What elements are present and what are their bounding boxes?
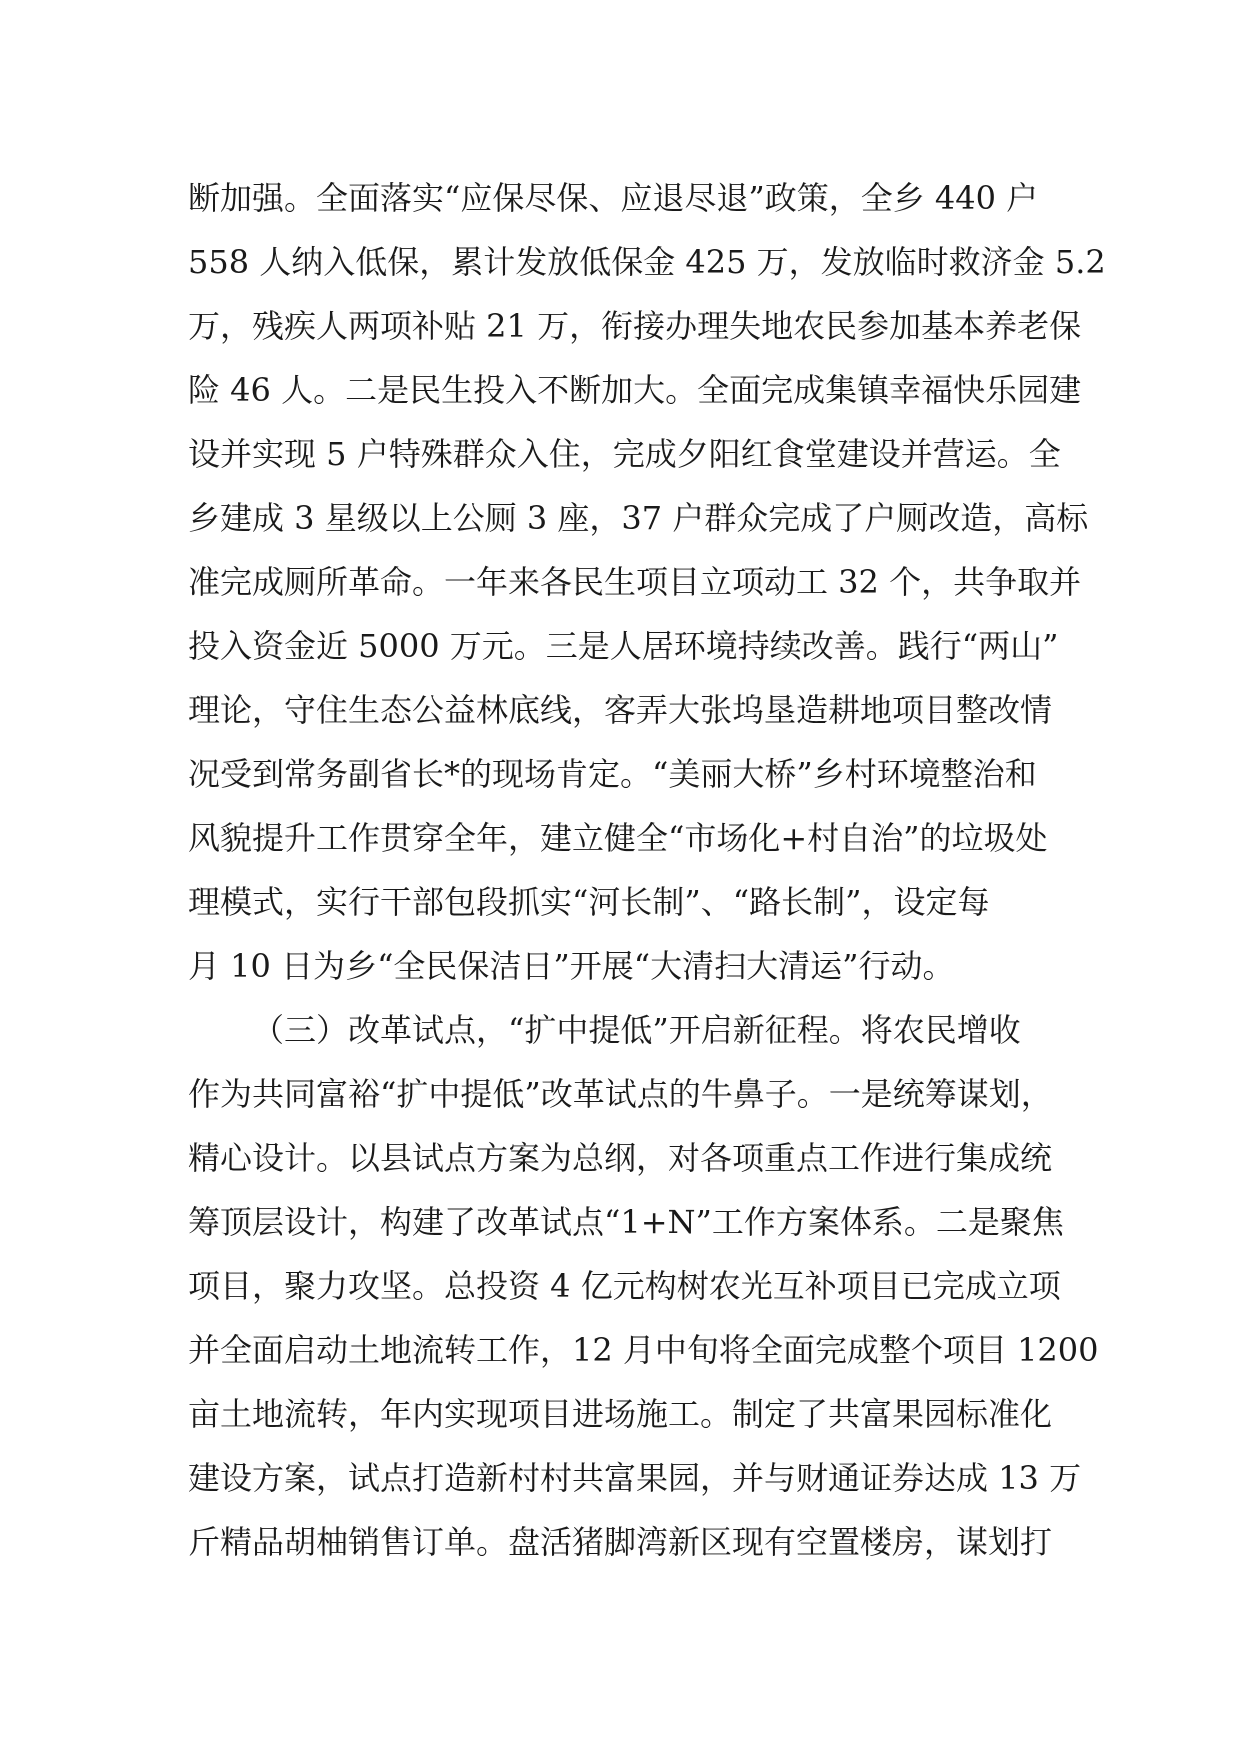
text-line: 万，残疾人两项补贴 21 万，衔接办理失地农民参加基本养老保	[188, 307, 1082, 345]
text-line: 558 人纳入低保，累计发放低保金 425 万，发放临时救济金 5.2	[188, 243, 1106, 281]
text-line: 理模式，实行干部包段抓实“河长制”、“路长制”，设定每	[188, 883, 990, 921]
text-line: 建设方案，试点打造新村村共富果园，并与财通证券达成 13 万	[188, 1459, 1082, 1497]
text-line: 准完成厕所革命。一年来各民生项目立项动工 32 个，共争取并	[188, 563, 1082, 601]
text-line: 况受到常务副省长*的现场肯定。“美丽大桥”乡村环境整治和	[188, 755, 1037, 793]
text-line: 项目，聚力攻坚。总投资 4 亿元构树农光互补项目已完成立项	[188, 1267, 1061, 1305]
text-line: 斤精品胡柚销售订单。盘活猪脚湾新区现有空置楼房，谋划打	[188, 1523, 1053, 1561]
text-line: 亩土地流转，年内实现项目进场施工。制定了共富果园标准化	[188, 1395, 1053, 1433]
text-line: 筹顶层设计，构建了改革试点“1+N”工作方案体系。二是聚焦	[188, 1203, 1064, 1241]
text-line: 并全面启动土地流转工作，12 月中旬将全面完成整个项目 1200	[188, 1331, 1099, 1369]
text-line: 精心设计。以县试点方案为总纲，对各项重点工作进行集成统	[188, 1139, 1053, 1177]
text-line: 设并实现 5 户特殊群众入住，完成夕阳红食堂建设并营运。全	[188, 435, 1061, 473]
text-line: 理论，守住生态公益林底线，客弄大张坞垦造耕地项目整改情	[188, 691, 1053, 729]
text-line: 投入资金近 5000 万元。三是人居环境持续改善。践行“两山”	[188, 627, 1059, 665]
text-line: 作为共同富裕“扩中提低”改革试点的牛鼻子。一是统筹谋划，	[188, 1075, 1053, 1113]
text-line: 乡建成 3 星级以上公厕 3 座，37 户群众完成了户厕改造，高标	[188, 499, 1089, 537]
text-line: 险 46 人。二是民生投入不断加大。全面完成集镇幸福快乐园建	[188, 371, 1082, 409]
body-text	[188, 166, 1106, 1574]
text-line: 风貌提升工作贯穿全年，建立健全“市场化+村自治”的垃圾处	[188, 819, 1048, 857]
text-line: 月 10 日为乡“全民保洁日”开展“大清扫大清运”行动。	[188, 947, 955, 985]
section-heading-line: （三）改革试点，“扩中提低”开启新征程。将农民增收	[252, 1011, 1021, 1049]
text-line: 断加强。全面落实“应保尽保、应退尽退”政策，全乡 440 户	[188, 179, 1039, 217]
